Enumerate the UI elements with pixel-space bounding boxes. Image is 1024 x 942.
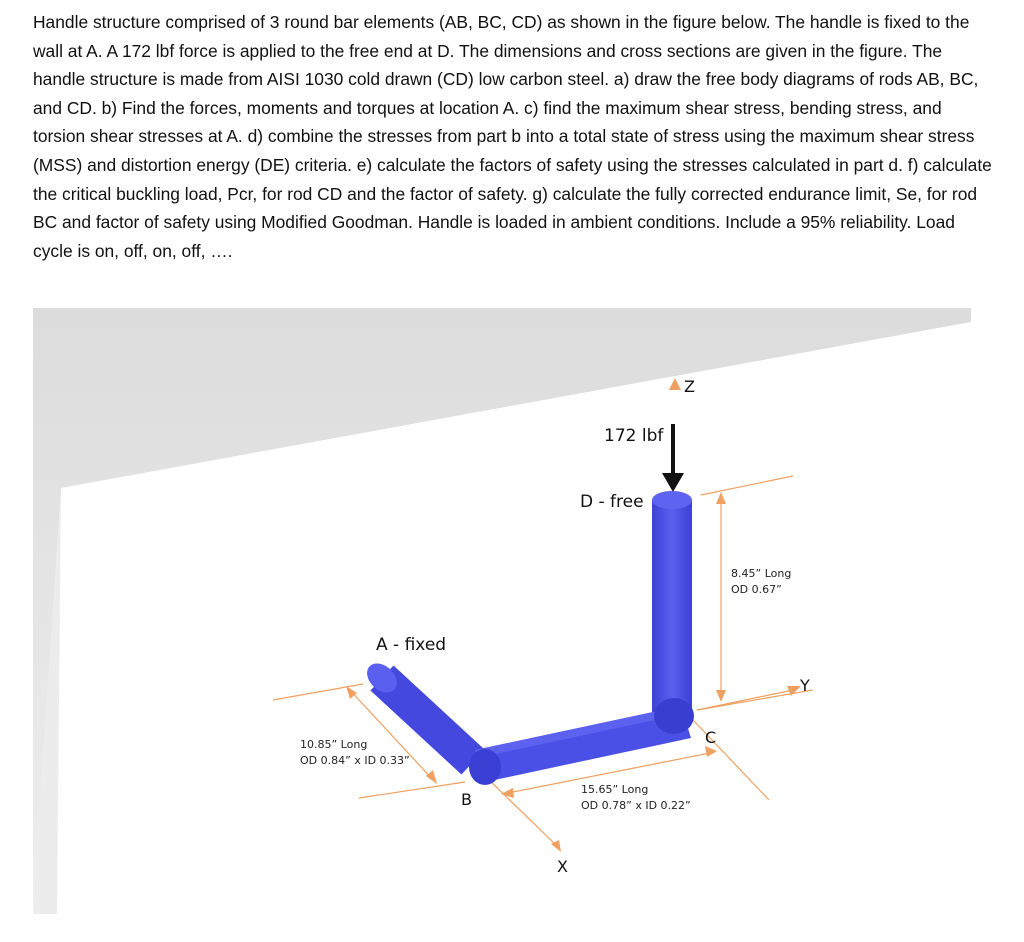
ab-length-label: 10.85” Long	[300, 738, 368, 751]
handle-figure	[33, 308, 971, 914]
ab-section-label: OD 0.84” x ID 0.33”	[300, 754, 410, 767]
rod-bc-end-cap-b	[469, 749, 501, 785]
elbow-c	[654, 698, 694, 734]
cd-section-label: OD 0.67”	[731, 583, 782, 596]
point-c-label: C	[705, 728, 717, 747]
y-axis-label: Y	[800, 676, 810, 695]
force-label: 172 lbf	[604, 426, 664, 446]
force-arrow-shaft	[671, 424, 675, 476]
point-a-label: A - fixed	[376, 635, 447, 655]
problem-statement: Handle structure comprised of 3 round bar elements (AB, BC, CD) as shown in the figure below. The handle is fixed to the wall at A. A 172 lbf force is applied to the free end at D. The dimensions and cross sections are given in the figure. The handle structure is made from AISI 1030 cold drawn (CD) low carbon steel. a) draw the free body diagrams of rods AB, BC, and CD. b) Find the forces, moments and torques at location A. c) find the maximum shear stress, bending stress, and torsion shear stresses at A. d) combine the stresses from part b into a total state of stress using the maximum shear stress (MSS) and distortion energy (DE) criteria. e) calculate the factors of safety using the stresses calculated in part d. f) calculate the critical buckling load, Pcr, for rod CD and the factor of safety. g) calculate the fully corrected endurance limit, Se, for rod BC and factor of safety using Modified Goodman. Handle is loaded in ambient conditions. Include a 95% reliability. Load cycle is on, off, on, off, ….	[33, 12, 992, 261]
cd-length-label: 8.45” Long	[731, 567, 792, 580]
bc-length-label: 15.65” Long	[581, 783, 649, 796]
point-d-label: D - free	[580, 492, 644, 512]
z-axis-label: Z	[684, 377, 695, 396]
point-b-label: B	[461, 790, 472, 809]
bc-section-label: OD 0.78” x ID 0.22”	[581, 799, 691, 812]
rod-cd-top-cap	[652, 491, 692, 509]
x-axis-label: X	[557, 857, 568, 876]
rod-cd	[652, 500, 692, 716]
